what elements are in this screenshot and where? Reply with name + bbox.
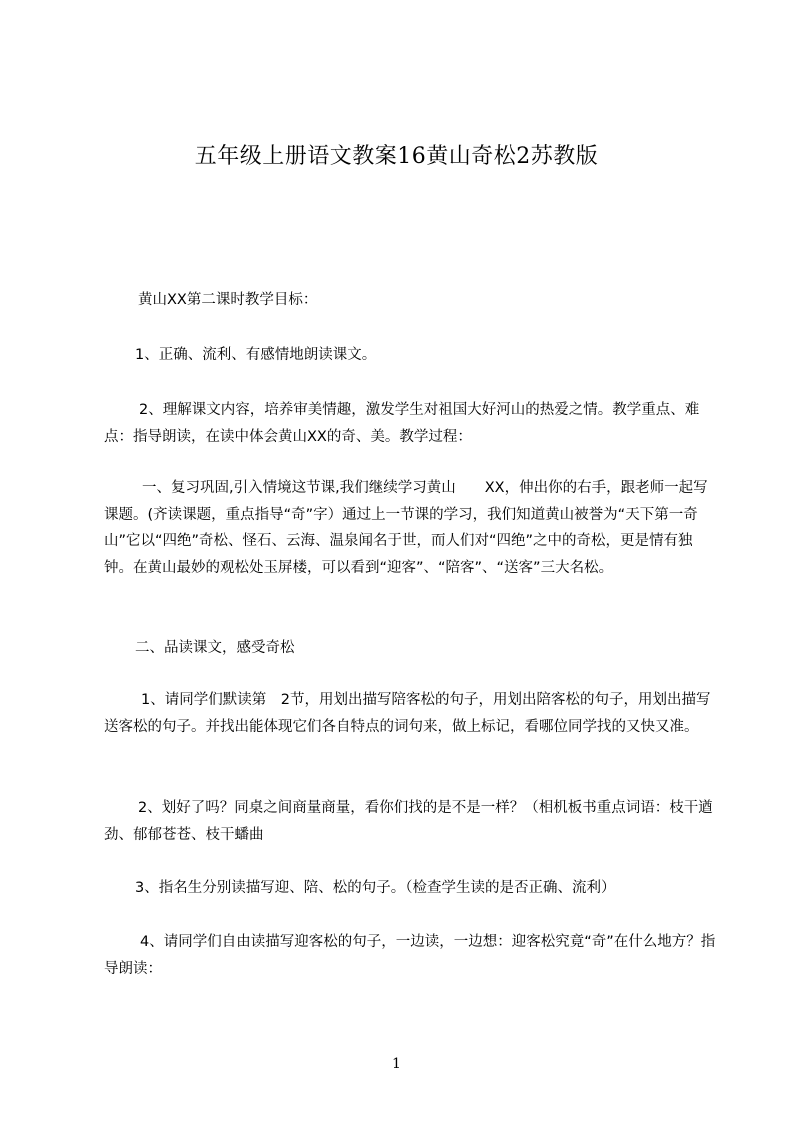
paragraph-step-2: 2、划好了吗？同桌之间商量商量，看你们找的是不是一样？（相机板书重点词语：枝干遒劲、郁郁苍苍、枝干蟠曲 bbox=[104, 800, 713, 843]
page-title: 五年级上册语文教案16黄山奇松2苏教版 bbox=[194, 144, 599, 169]
paragraph-section-review: 一、复习巩固,引入情境这节课,我们继续学习黄山 XX，伸出你的右手，跟老师一起写课题。(齐读课题，重点指导“奇”字）通过上一节课的学习，我们知道黄山被誉为“天下第一奇山”它以“四绝”奇松、怪石、云海、温泉闻名于世，而人们对“四绝”之中的奇松，更是情有独钟。在黄山最妙的观松处玉屏楼，可以看到“迎客”、“陪客”、“送客”三大名松。 bbox=[104, 480, 708, 576]
paragraph-step-1: 1、请同学们默读第 2节，用划出描写陪客松的句子，用划出陪客松的句子，用划出描写送客松的句子。并找出能体现它们各自特点的词句来，做上标记，看哪位同学找的又快又准。 bbox=[104, 692, 711, 735]
paragraph-objective-1: 1、正确、流利、有感情地朗读课文。 bbox=[135, 347, 377, 363]
paragraph-step-3: 3、指名生分别读描写迎、陪、松的句子。（检查学生读的是否正确、流利） bbox=[135, 880, 616, 896]
paragraph-objective-2: 2、理解课文内容，培养审美情趣，激发学生对祖国大好河山的热爱之情。教学重点、难点：指导朗读，在读中体会黄山XX的奇、美。教学过程： bbox=[104, 402, 700, 445]
page-number: 1 bbox=[392, 1056, 401, 1072]
paragraph-step-4: 4、请同学们自由读描写迎客松的句子，一边读，一边想：迎客松究竟“奇”在什么地方？指导朗读： bbox=[104, 934, 716, 977]
paragraph-objectives-heading: 黄山XX第二课时教学目标： bbox=[138, 292, 318, 308]
paragraph-section-reading: 二、品读课文，感受奇松 bbox=[135, 640, 295, 656]
